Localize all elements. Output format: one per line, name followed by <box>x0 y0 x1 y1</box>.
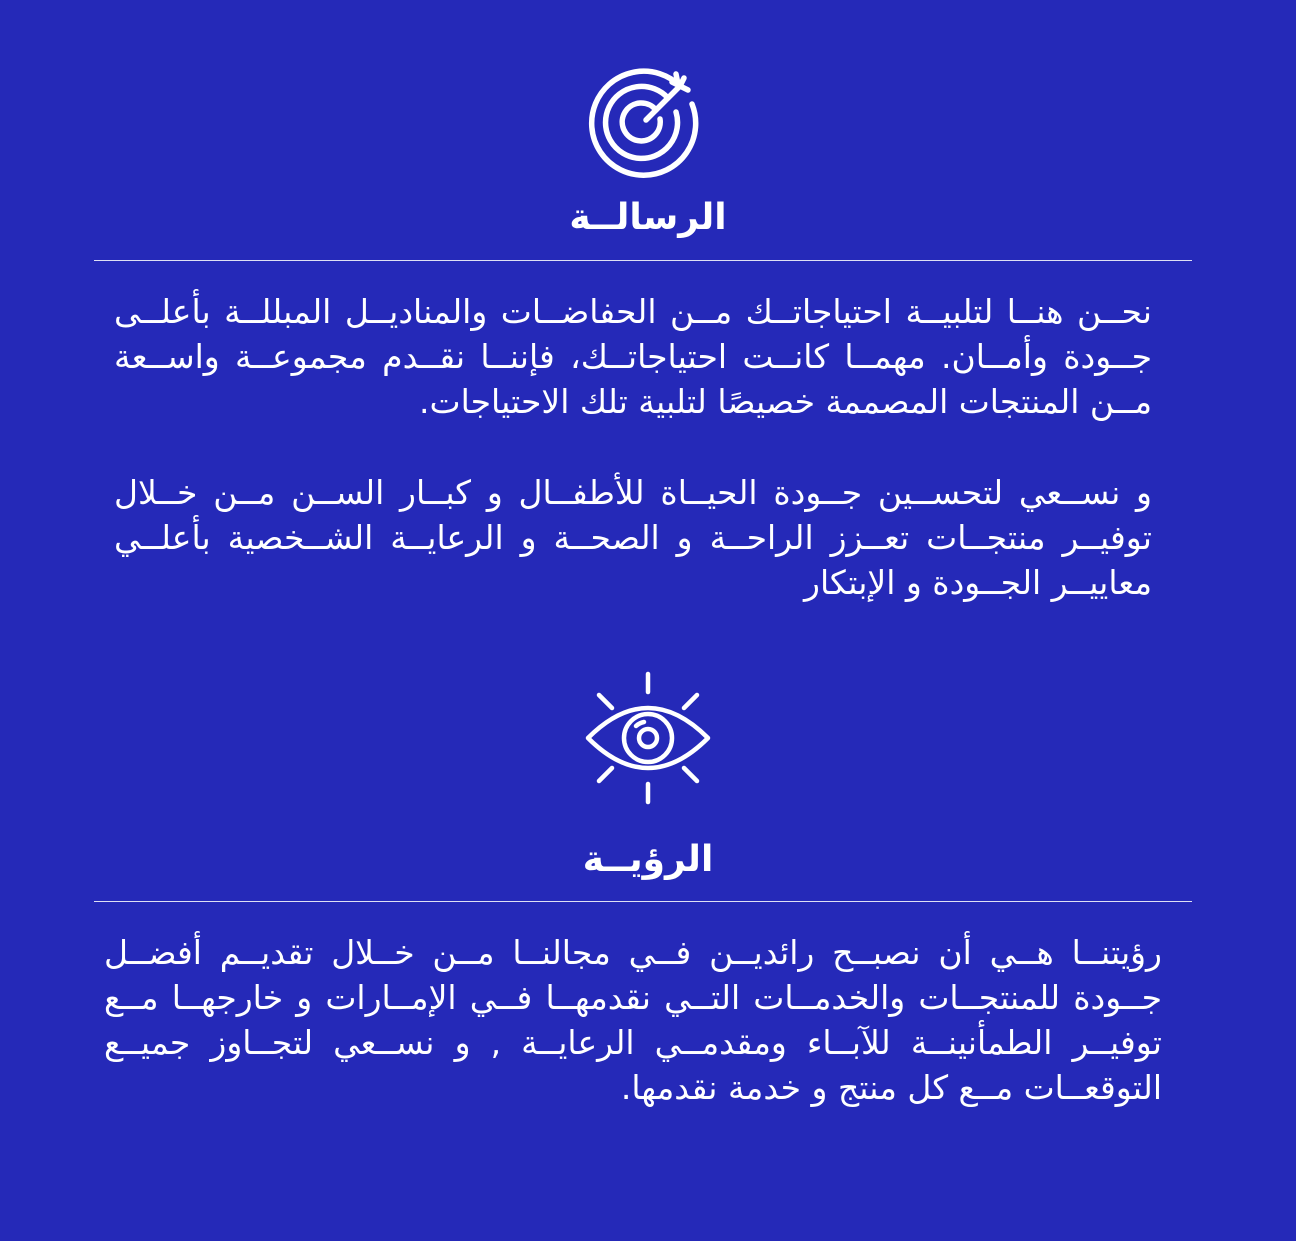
vision-title: الرؤيــة <box>582 839 714 880</box>
target-arrow-icon <box>588 60 708 180</box>
mission-paragraph-2: و نســعي لتحســين جــودة الحيــاة للأطفــال و كبــار الســن مــن خــلال توفيــر منتجــات تعــزز الراحــة و الصحــة و الرعايــة الشــخصية بأعلــي معاييــر الجــودة و الإبتكار <box>114 473 1152 602</box>
mission-divider <box>94 260 1192 261</box>
vision-divider <box>94 901 1192 902</box>
mission-paragraph-1: نحــن هنــا لتلبيــة احتياجاتــك مــن الحفاضــات والمناديــل المبللــة بأعلــى جــودة وأمــان. مهمــا كانــت احتياجاتــك، فإننــا نقــدم مجموعــة واســعة مــن المنتجات المصممة خصيصًا لتلبية تلك الاحتياجات. <box>114 292 1152 421</box>
mission-title: الرسالــة <box>569 197 727 238</box>
vision-paragraph: رؤيتنــا هــي أن نصبــح رائديــن فــي مجالنــا مــن خــلال تقديــم أفضــل جــودة للمنتجــات والخدمــات التــي نقدمهــا فــي الإمــارات و خارجهــا مــع توفيــر الطمأنينــة للآبــاء ومقدمــي الرعايــة , و نســعي لتجــاوز جميــع التوقعــات مــع كل منتج و خدمة نقدمها. <box>104 933 1162 1107</box>
eye-icon <box>578 668 718 808</box>
